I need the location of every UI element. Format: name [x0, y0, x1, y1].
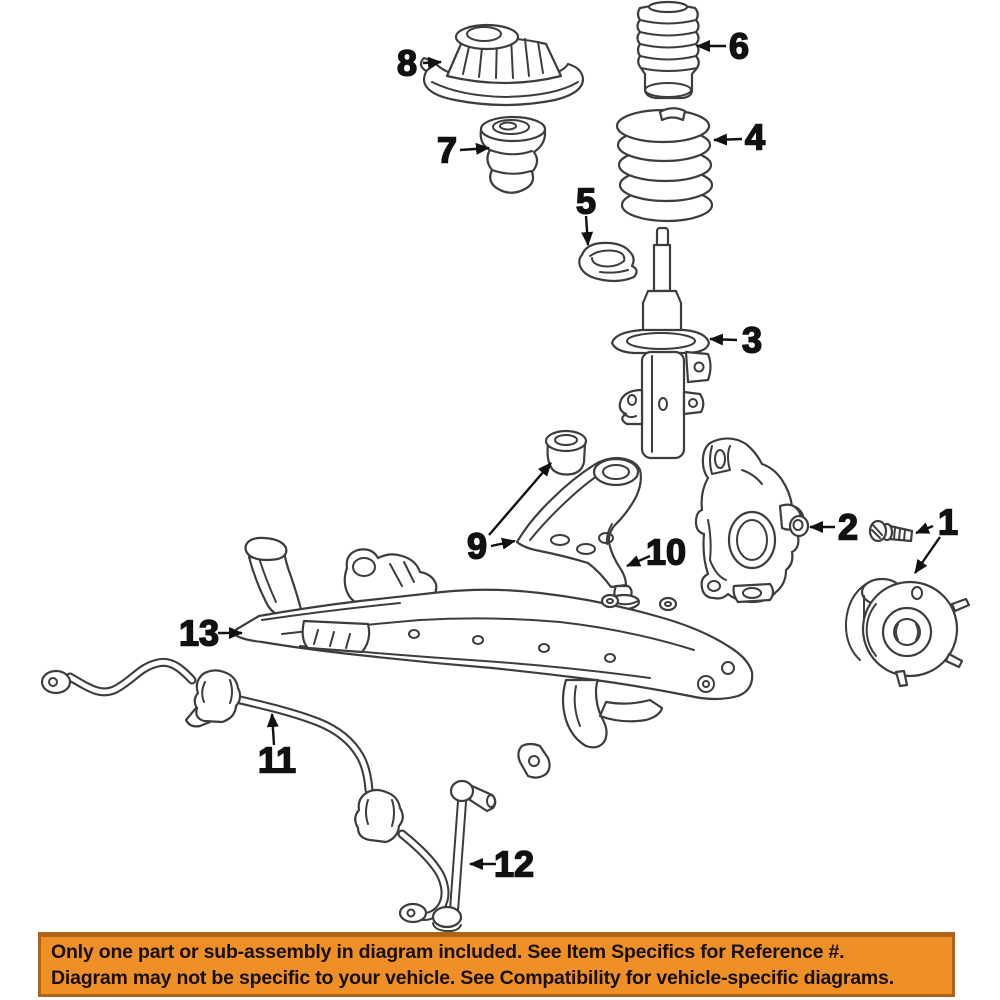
leader-3 [710, 339, 737, 340]
callout-11-label: 11 [257, 739, 297, 781]
disclaimer-banner [38, 932, 955, 997]
bar-clamp-2 [355, 790, 403, 842]
leader-1-bolt [916, 526, 933, 533]
callout-5-label: 5 [575, 180, 597, 222]
wheel-hub-drawing [846, 579, 969, 686]
bushing-stop-drawing [790, 516, 808, 536]
disclaimer-line-2: Diagram may not be specific to your vehicle. See Compatibility for vehicle-specific diagrams. [51, 967, 894, 989]
crossmember-drawing [235, 538, 752, 778]
leader-9-arm [491, 541, 515, 546]
leader-1-hub [915, 537, 940, 573]
control-arm-drawing [517, 431, 641, 609]
disclaimer-line-1: Only one part or sub-assembly in diagram included. See Item Specifics for Reference #. [51, 941, 845, 963]
strut-mount-drawing [421, 25, 583, 105]
coil-spring-drawing [617, 108, 712, 221]
leader-4 [714, 139, 742, 140]
callout-1-label: 1 [937, 501, 959, 543]
callout-13-label: 13 [178, 612, 220, 654]
steering-knuckle-drawing [696, 438, 804, 602]
stabilizer-link-drawing [433, 781, 495, 931]
callout-12-label: 12 [493, 843, 535, 885]
callout-2-label: 2 [837, 506, 859, 548]
callout-7-label: 7 [436, 129, 458, 171]
callout-6-label: 6 [728, 25, 750, 67]
leader-7 [460, 148, 489, 150]
dust-boot-drawing [638, 2, 699, 98]
callout-9-label: 9 [466, 525, 488, 567]
callout-8-label: 8 [396, 42, 418, 84]
stabilizer-bar-drawing [42, 662, 445, 922]
spring-seat-drawing [579, 243, 636, 281]
leader-8 [423, 62, 441, 63]
callout-10-label: 10 [645, 531, 687, 573]
callout-3-label: 3 [741, 319, 763, 361]
bump-stop-drawing [481, 117, 545, 193]
callout-4-label: 4 [744, 116, 766, 158]
hub-bolt-drawing [870, 521, 912, 541]
